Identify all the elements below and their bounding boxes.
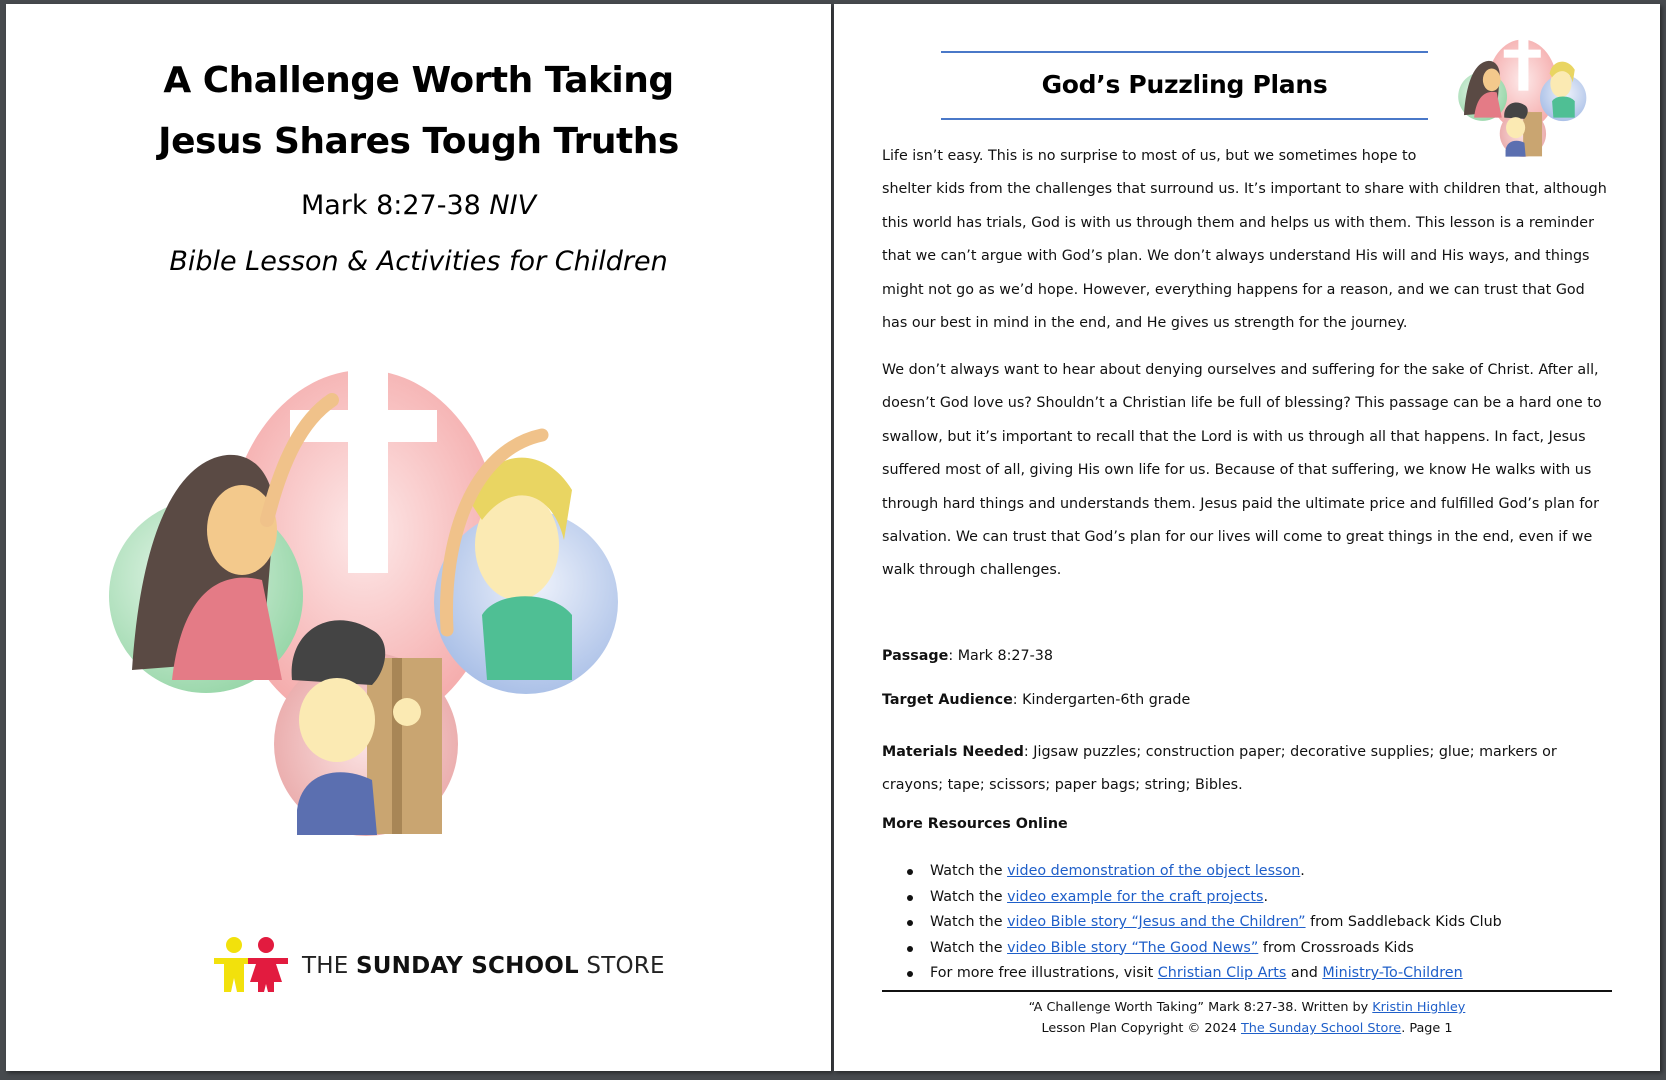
footer-line1 bbox=[882, 1000, 1612, 1015]
item-prefix: Watch the bbox=[930, 914, 1008, 930]
footer-line2 bbox=[882, 1021, 1612, 1036]
intro-rest: shelter kids from the challenges that surround us. It’s important to share with children that, although this world has trials, God is with us through them and helps us with them. This lesson is a reminder that we can’t argue with God’s plan. We don’t always understand His will and His ways, and things might not go as we’d hope. However, everything happens for a reason, and we can trust that God has our best in mind in the end, and He gives us strength for the journey. bbox=[882, 181, 1607, 332]
illustration-icon bbox=[102, 340, 742, 920]
page-number: . Page 1 bbox=[1401, 1021, 1453, 1036]
author-link[interactable]: Kristin Highley bbox=[1372, 1000, 1466, 1015]
craft-video-link[interactable]: video example for the craft projects bbox=[1007, 888, 1264, 905]
children-with-cross-illustration bbox=[102, 340, 742, 920]
logo-text bbox=[302, 953, 665, 979]
cover-title-line1: A Challenge Worth Taking bbox=[163, 60, 674, 101]
list-item bbox=[882, 885, 1612, 911]
logo-brand: SUNDAY SCHOOL bbox=[356, 953, 579, 979]
item-suffix: . bbox=[1263, 888, 1268, 905]
materials-info bbox=[882, 736, 1612, 803]
resources-list bbox=[882, 859, 1612, 987]
footer-copyright-text: Lesson Plan Copyright © 2024 bbox=[1041, 1021, 1241, 1036]
passage-info bbox=[882, 648, 1612, 664]
passage-label: Passage bbox=[882, 648, 949, 664]
children-with-cross-illustration-small bbox=[1452, 32, 1622, 178]
object-lesson-video-link[interactable]: video demonstration of the object lesson bbox=[1007, 863, 1301, 879]
heading-rule-bottom bbox=[941, 118, 1428, 120]
item-suffix: from Saddleback Kids Club bbox=[1305, 914, 1502, 930]
footer-divider bbox=[882, 990, 1612, 992]
audience-value: : Kindergarten-6th grade bbox=[1012, 692, 1191, 708]
lesson-heading: God’s Puzzling Plans bbox=[1041, 70, 1328, 99]
store-link[interactable]: The Sunday School Store bbox=[1240, 1021, 1402, 1036]
resources-heading: More Resources Online bbox=[882, 816, 1068, 832]
item-prefix: Watch the bbox=[930, 863, 1008, 879]
intro-line1: Life isn’t easy. This is no surprise to most of us, but we sometimes hope to bbox=[882, 148, 1417, 164]
paper-doll-children-icon bbox=[212, 936, 294, 996]
jesus-children-video-link[interactable]: video Bible story “Jesus and the Children” bbox=[1007, 914, 1306, 930]
audience-label: Target Audience bbox=[882, 692, 1013, 708]
list-item bbox=[882, 859, 1612, 885]
cover-page bbox=[6, 4, 831, 1071]
heading-rule-top bbox=[941, 51, 1428, 53]
bible-version: NIV bbox=[489, 190, 537, 221]
list-item bbox=[882, 910, 1612, 936]
item-middle: and bbox=[1286, 965, 1323, 981]
list-item bbox=[882, 961, 1612, 987]
cover-title-line2: Jesus Shares Tough Truths bbox=[158, 121, 679, 162]
list-item bbox=[882, 936, 1612, 962]
item-prefix: Watch the bbox=[930, 939, 1008, 956]
item-suffix: from Crossroads Kids bbox=[1258, 939, 1414, 956]
second-paragraph: We don’t always want to hear about denying ourselves and suffering for the sake of Christ. After all, doesn’t God love us? Shouldn’t a Christian life be full of blessing? This passage can be a hard one to swallow, but it’s important to recall that the Lord is with us through all that happens. In fact, Jesus suffered most of all, giving His own life for us. Because of that suffering, we know He walks with us through hard things and understands them. Jesus paid the ultimate price and fulfilled God’s plan for salvation. We can trust that God’s plan for our lives will come to great things in the end, even if we walk through challenges. bbox=[882, 362, 1602, 579]
christian-clip-arts-link[interactable]: Christian Clip Arts bbox=[1157, 965, 1287, 981]
item-suffix: . bbox=[1300, 863, 1305, 879]
materials-value: : Jigsaw puzzles; construction paper; decorative supplies; glue; markers or crayons; tape; scissors; paper bags; string; Bibles. bbox=[882, 744, 1557, 794]
item-prefix: Watch the bbox=[930, 888, 1008, 905]
item-prefix: For more free illustrations, visit bbox=[930, 965, 1158, 981]
reference-text: Mark 8:27-38 bbox=[300, 190, 481, 221]
audience-info bbox=[882, 692, 1612, 708]
passage-value: : Mark 8:27-38 bbox=[948, 648, 1053, 664]
good-news-video-link[interactable]: video Bible story “The Good News” bbox=[1007, 939, 1259, 956]
logo-prefix: THE bbox=[302, 953, 349, 979]
ministry-to-children-link[interactable]: Ministry-To-Children bbox=[1322, 965, 1463, 981]
sunday-school-store-logo bbox=[212, 936, 665, 996]
footer-credit-text: “A Challenge Worth Taking” Mark 8:27-38. Written by bbox=[1028, 1000, 1373, 1015]
scripture-reference bbox=[6, 190, 831, 221]
cover-subtitle: Bible Lesson & Activities for Children bbox=[169, 246, 668, 277]
materials-label: Materials Needed bbox=[882, 744, 1024, 760]
logo-suffix: STORE bbox=[586, 953, 665, 979]
illustration-small-icon bbox=[1452, 32, 1622, 178]
